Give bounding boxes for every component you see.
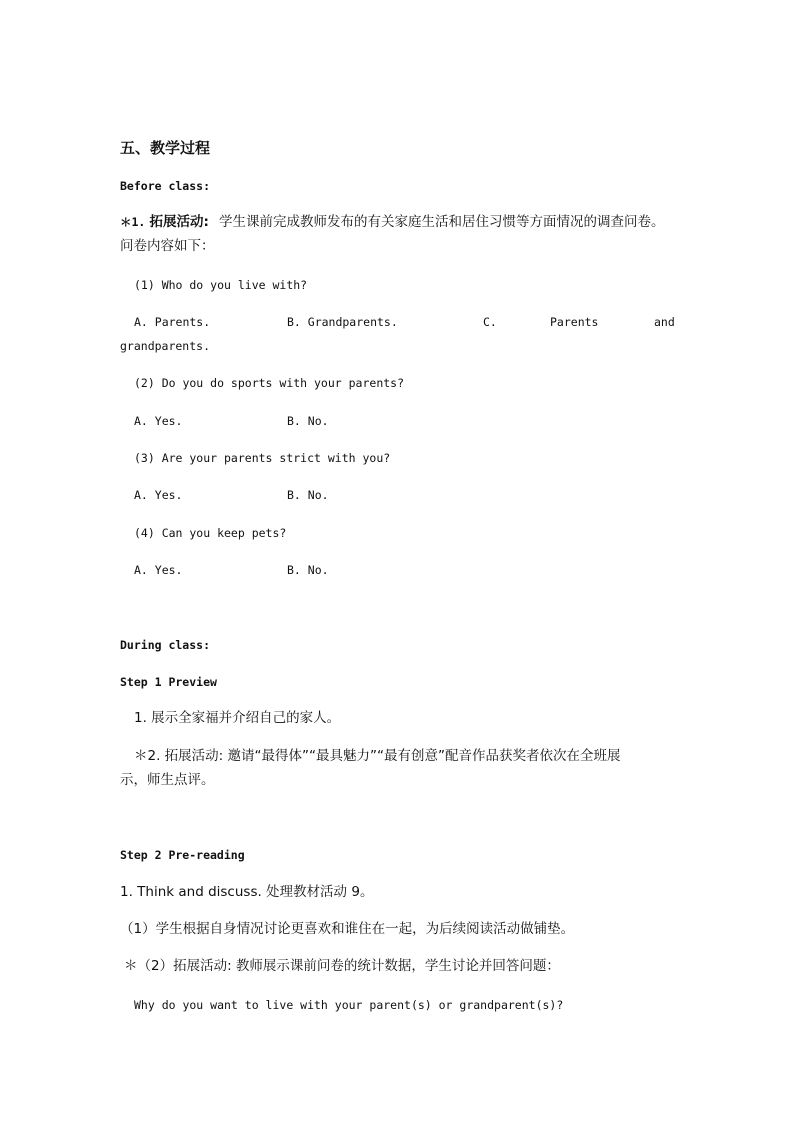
question-2: (2) Do you do sports with your parents? [134, 376, 405, 390]
q2-option-a: A. Yes. [134, 414, 183, 428]
step1-item-2-line2: 示，师生点评。 [120, 772, 215, 788]
during-class-label: During class: [120, 638, 211, 652]
activity-line-2: 问卷内容如下： [120, 238, 215, 254]
question-3: (3) Are your parents strict with you? [134, 451, 391, 465]
section-title: 五、教学过程 [120, 139, 211, 157]
step1-item-1: 1. 展示全家福并介绍自己的家人。 [134, 710, 341, 726]
q2-option-b: B. No. [287, 414, 329, 428]
q1-option-c-letter: C. [483, 315, 497, 329]
activity-star-number: ＊1. [120, 215, 146, 229]
step2-sub-2: ＊（2）拓展活动: 教师展示课前问卷的统计数据，学生讨论并回答问题： [124, 958, 560, 974]
step2-title: Step 2 Pre-reading [120, 848, 245, 862]
question-1: (1) Who do you live with? [134, 278, 308, 292]
question-4: (4) Can you keep pets? [134, 526, 287, 540]
q1-option-b: B. Grandparents. [287, 315, 398, 329]
activity-line-1 [120, 214, 665, 231]
step2-sub-1: （1）学生根据自身情况讨论更喜欢和谁住在一起，为后续阅读活动做铺垫。 [120, 921, 575, 937]
q4-option-b: B. No. [287, 563, 329, 577]
activity-text: 学生课前完成教师发布的有关家庭生活和居住习惯等方面情况的调查问卷。 [219, 214, 665, 230]
q1-option-c-continued: grandparents. [120, 339, 211, 353]
step2-item-1 [120, 884, 373, 901]
step1-title: Step 1 Preview [120, 675, 217, 689]
step2-item-1-text: 1. Think and discuss. 处理教材活动 9。 [120, 884, 374, 900]
q3-option-a: A. Yes. [134, 488, 183, 502]
q4-option-a: A. Yes. [134, 563, 183, 577]
activity-title: 拓展活动: [149, 214, 209, 230]
q1-option-a: A. Parents. [134, 315, 211, 329]
q3-option-b: B. No. [287, 488, 329, 502]
step2-question: Why do you want to live with your parent(s) or grandparent(s)? [134, 998, 564, 1012]
q1-option-c-word1: Parents [550, 315, 599, 329]
step1-item-2-line1: ＊2. 拓展活动: 邀请“最得体”“最具魅力”“最有创意”配音作品获奖者依次在全班展 [134, 748, 621, 764]
before-class-label: Before class: [120, 179, 211, 193]
q1-option-c-word2: and [654, 315, 675, 329]
